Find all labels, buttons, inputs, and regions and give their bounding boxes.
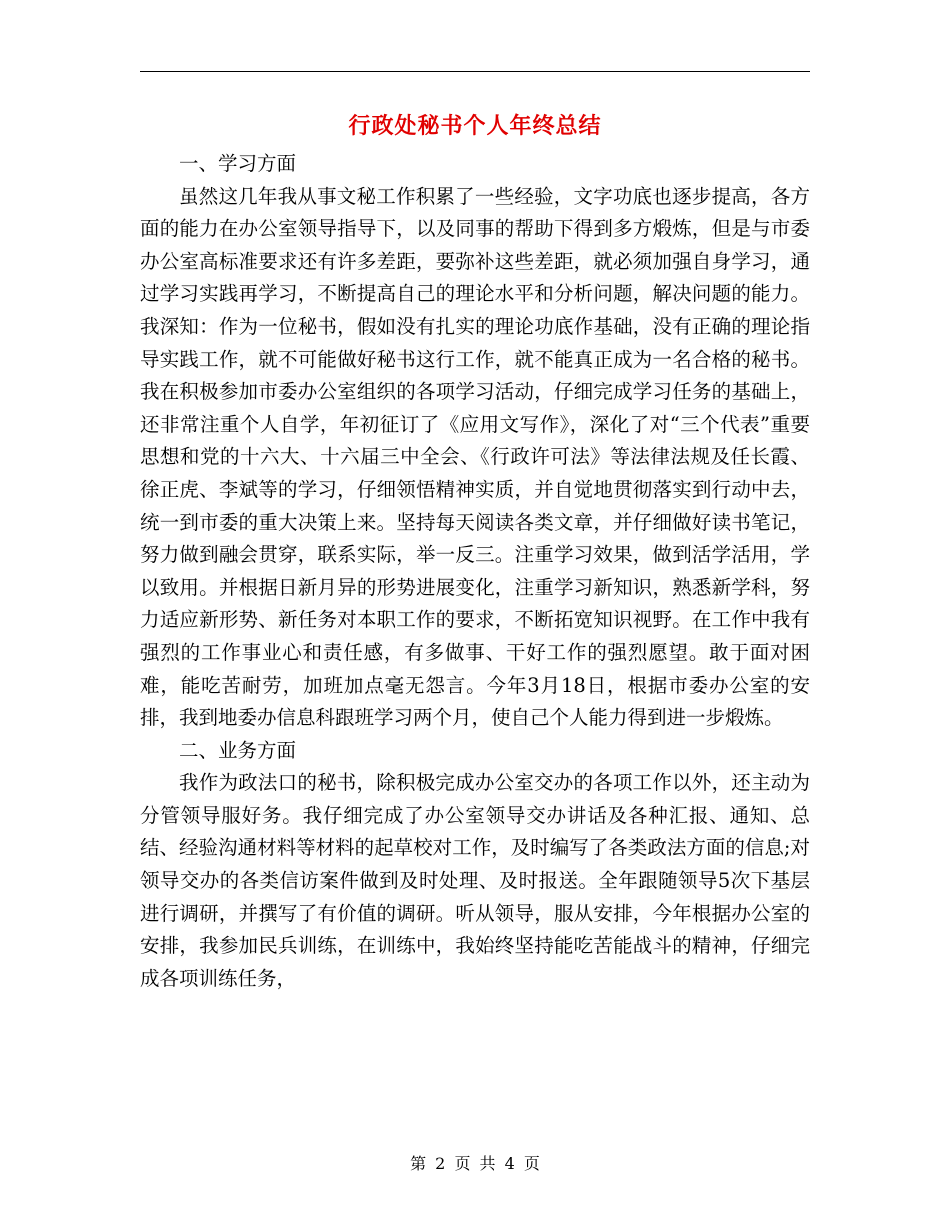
document-body	[140, 148, 810, 995]
section-heading-business: 二、业务方面	[179, 738, 297, 762]
section-paragraph-study: 虽然这几年我从事文秘工作积累了一些经验，文字功底也逐步提高，各方面的能力在办公室领导指导下，以及同事的帮助下得到多方煅炼，但是与市委办公室高标准要求还有许多差距，要弥补这些差距，就必须加强自身学习，通过学习实践再学习，不断提高自己的理论水平和分析问题，解决问题的能力。我深知：作为一位秘书，假如没有扎实的理论功底作基础，没有正确的理论指导实践工作，就不可能做好秘书这行工作，就不能真正成为一名合格的秘书。我在积极参加市委办公室组织的各项学习活动，仔细完成学习任务的基础上，还非常注重个人自学，年初征订了《应用文写作》，深化了对“三个代表”重要思想和党的十六大、十六届三中全会、《行政许可法》等法律法规及任长霞、徐正虎、李斌等的学习，仔细领悟精神实质，并自觉地贯彻落实到行动中去，统一到市委的重大决策上来。坚持每天阅读各类文章，并仔细做好读书笔记，努力做到融会贯穿，联系实际，举一反三。注重学习效果，做到活学活用，学以致用。并根据日新月异的形势进展变化，注重学习新知识，熟悉新学科，努力适应新形势、新任务对本职工作的要求，不断拓宽知识视野。在工作中我有强烈的工作事业心和责任感，有多做事、干好工作的强烈愿望。敢于面对困难，能吃苦耐劳，加班加点毫无怨言。今年3月18日，根据市委办公室的安排，我到地委办信息科跟班学习两个月，使自己个人能力得到进一步煅炼。	[140, 184, 810, 730]
page-number: 第 2 页 共 4 页	[410, 1154, 540, 1173]
header-rule	[140, 71, 810, 72]
section-paragraph-business: 我作为政法口的秘书，除积极完成办公室交办的各项工作以外，还主动为分管领导服好务。我仔细完成了办公室领导交办讲话及各种汇报、通知、总结、经验沟通材料等材料的起草校对工作，及时编写了各类政法方面的信息;对领导交办的各类信访案件做到及时处理、及时报送。全年跟随领导5次下基层进行调研，并撰写了有价值的调研。听从领导，服从安排，今年根据办公室的安排，我参加民兵训练，在训练中，我始终坚持能吃苦能战斗的精神，仔细完成各项训练任务，	[140, 771, 810, 990]
document-title: 行政处秘书个人年终总结	[348, 113, 602, 139]
section-heading-study: 一、学习方面	[179, 152, 297, 175]
